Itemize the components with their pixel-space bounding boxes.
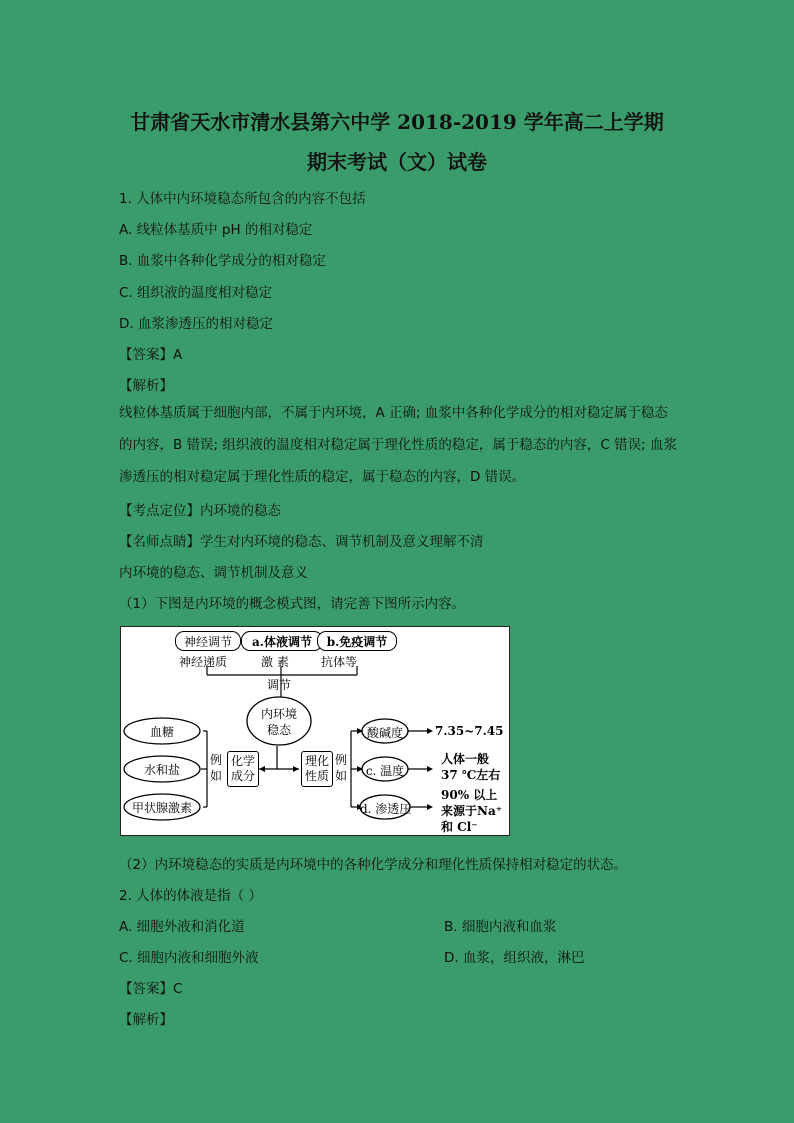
neurotransmitter-label: 神经递质 — [179, 655, 228, 669]
ph-value: 7.35~7.45 — [435, 724, 504, 738]
hormone-label: 激 素 — [261, 655, 289, 669]
humoral-regulation-box — [241, 631, 323, 651]
q2-analysis-label: 【解析】 — [119, 1012, 173, 1028]
regulate-label: 调节 — [267, 678, 292, 692]
q1-analysis-label: 【解析】 — [119, 378, 173, 394]
chem-label-line1: 化学 — [230, 754, 255, 768]
phys-label-line1: 理化 — [304, 754, 329, 768]
right-item-acidity: 酸碱度 — [366, 726, 403, 740]
doc-title-line2: 期末考试（文）试卷 — [307, 150, 487, 174]
q1-option-d: D. 血浆渗透压的相对稳定 — [119, 316, 273, 332]
q2-answer: 【答案】C — [119, 981, 183, 997]
example-right-1: 例 — [334, 753, 347, 767]
q2-option-d: D. 血浆，组织液，淋巴 — [444, 950, 585, 966]
left-item-water-salt: 水和盐 — [143, 763, 180, 777]
physicochemical-properties-box — [301, 751, 333, 787]
right-item-osmotic-pressure: d. 渗透压 — [360, 802, 412, 816]
q1-part1: （1）下图是内环境的概念模式图，请完善下图所示内容。 — [119, 596, 466, 612]
q1-kaodian: 【考点定位】内环境的稳态 — [119, 503, 281, 519]
immune-regulation-label: b.免疫调节 — [326, 634, 388, 649]
immune-regulation-box — [317, 631, 397, 651]
q1-answer: 【答案】A — [119, 347, 183, 363]
q1-option-b: B. 血浆中各种化学成分的相对稳定 — [119, 253, 326, 269]
nerve-regulation-label: 神经调节 — [183, 634, 232, 649]
q2-stem: 2. 人体的体液是指（ ） — [119, 888, 262, 904]
left-item-thyroid-hormone: 甲状腺激素 — [131, 801, 192, 815]
q1-stem: 1. 人体中内环境稳态所包含的内容不包括 — [119, 191, 366, 207]
q1-topic: 内环境的稳态、调节机制及意义 — [119, 565, 308, 581]
humoral-regulation-label: a.体液调节 — [252, 634, 312, 649]
doc-title-line1: 甘肃省天水市清水县第六中学 2018-2019 学年高二上学期 — [130, 110, 664, 134]
example-right-2: 如 — [334, 769, 347, 783]
osm-note-line3: 和 Cl⁻ — [441, 820, 478, 834]
temp-note-line2: 37 ℃左右 — [441, 768, 501, 782]
phys-label-line2: 性质 — [304, 769, 329, 783]
center-label-line1: 内环境 — [261, 707, 298, 721]
concept-diagram — [120, 626, 510, 836]
q1-part2: （2）内环境稳态的实质是内环境中的各种化学成分和理化性质保持相对稳定的状态。 — [119, 857, 628, 873]
center-label-line2: 稳态 — [266, 723, 291, 737]
left-item-blood-sugar: 血糖 — [149, 725, 174, 739]
q2-option-b: B. 细胞内液和血浆 — [444, 919, 557, 935]
q2-option-a: A. 细胞外液和消化道 — [119, 919, 245, 935]
nerve-regulation-box — [175, 631, 241, 651]
q1-analysis-text: 线粒体基质属于细胞内部，不属于内环境，A 正确; 血浆中各种化学成分的相对稳定属于稳态的内容，B 错误; 组织液的温度相对稳定属于理化性质的稳定，属于稳态的内容，C 错误; 血浆渗透压的相对稳定属于理化性质的稳定，属于稳态的内容，D 错误。 — [119, 405, 677, 485]
osm-note-line2: 来源于Na⁺ — [441, 804, 503, 818]
q1-mingshi: 【名师点睛】学生对内环境的稳态、调节机制及意义理解不清 — [119, 534, 484, 550]
chem-label-line2: 成分 — [230, 769, 255, 783]
example-left-1: 例 — [209, 753, 222, 767]
q1-option-a: A. 线粒体基质中 pH 的相对稳定 — [119, 222, 313, 238]
temp-note-line1: 人体一般 — [441, 752, 490, 766]
q1-option-c: C. 组织液的温度相对稳定 — [119, 285, 273, 301]
antibody-label: 抗体等 — [321, 655, 358, 669]
example-left-2: 如 — [209, 769, 222, 783]
q2-option-c: C. 细胞内液和细胞外液 — [119, 950, 259, 966]
chemical-components-box — [227, 751, 259, 787]
right-item-temperature: c. 温度 — [365, 764, 405, 778]
osm-note-line1: 90% 以上 — [441, 788, 498, 802]
